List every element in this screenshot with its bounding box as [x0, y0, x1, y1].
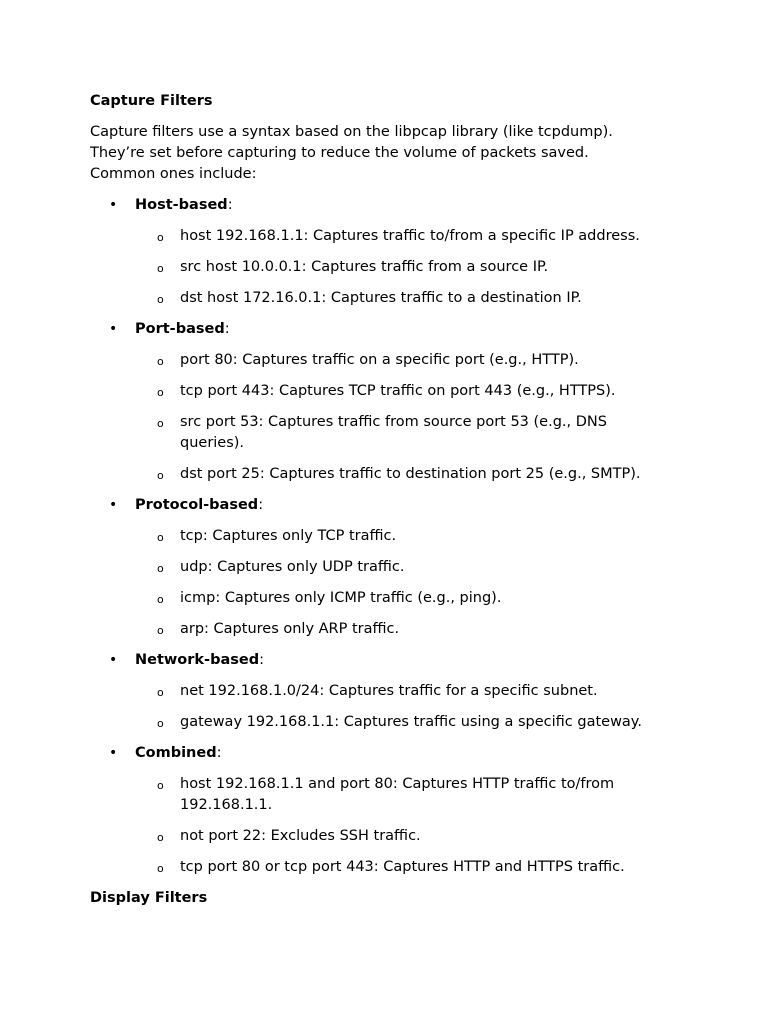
filter-example-item — [90, 464, 690, 485]
category-label: Protocol-based — [135, 497, 259, 513]
category-heading — [135, 743, 690, 764]
sub-bullet-icon: o — [157, 717, 164, 730]
category-label-suffix: : — [227, 197, 233, 213]
bullet-icon: • — [109, 497, 118, 513]
filter-example-item — [90, 557, 690, 578]
document-page — [90, 91, 690, 909]
category-item — [90, 495, 690, 516]
intro-paragraph — [90, 122, 690, 185]
filter-example-text: tcp port 443: Captures TCP traffic on port 443 (e.g., HTTPS). — [180, 383, 616, 399]
sub-bullet-icon: o — [157, 779, 164, 792]
sub-bullet-icon: o — [157, 262, 164, 275]
category-label: Port-based — [135, 321, 225, 337]
filter-example-item — [90, 588, 690, 609]
filter-example-text: host 192.168.1.1: Captures traffic to/from a specific IP address. — [180, 228, 640, 244]
section-heading-display-filters: Display Filters — [90, 890, 208, 906]
category-label-suffix: : — [258, 497, 264, 513]
category-heading — [135, 319, 690, 340]
filter-example-item — [90, 857, 690, 878]
filter-example-item — [90, 712, 690, 733]
sub-bullet-icon: o — [157, 531, 164, 544]
bullet-icon: • — [109, 321, 118, 337]
filter-example-text: 192.168.1.1. — [180, 797, 273, 813]
filter-example-text: arp: Captures only ARP traffic. — [180, 621, 400, 637]
category-item — [90, 650, 690, 671]
bullet-icon: • — [109, 197, 118, 213]
filter-example-item — [90, 526, 690, 547]
filter-example-text: gateway 192.168.1.1: Captures traffic using a specific gateway. — [180, 714, 642, 730]
filter-example-text: not port 22: Excludes SSH traffic. — [180, 828, 421, 844]
filter-example-text: net 192.168.1.0/24: Captures traffic for a specific subnet. — [180, 683, 598, 699]
filter-example-text: host 192.168.1.1 and port 80: Captures HTTP traffic to/from — [180, 776, 615, 792]
category-label: Combined — [135, 745, 217, 761]
sub-bullet-icon: o — [157, 293, 164, 306]
filter-example-item — [90, 619, 690, 640]
category-label: Network-based — [135, 652, 260, 668]
intro-line: Common ones include: — [90, 166, 257, 182]
sub-bullet-icon: o — [157, 386, 164, 399]
sub-bullet-icon: o — [157, 562, 164, 575]
sub-bullet-icon: o — [157, 469, 164, 482]
filter-example-item — [90, 257, 690, 278]
category-heading — [135, 195, 690, 216]
sub-bullet-icon: o — [157, 624, 164, 637]
sub-bullet-icon: o — [157, 355, 164, 368]
filter-example-item — [90, 288, 690, 309]
category-heading — [135, 495, 690, 516]
filter-example-text: tcp port 80 or tcp port 443: Captures HTTP and HTTPS traffic. — [180, 859, 625, 875]
filter-example-text: dst port 25: Captures traffic to destination port 25 (e.g., SMTP). — [180, 466, 641, 482]
sub-bullet-icon: o — [157, 862, 164, 875]
category-item — [90, 743, 690, 764]
bullet-icon: • — [109, 652, 118, 668]
filter-example-text: src port 53: Captures traffic from source port 53 (e.g., DNS — [180, 414, 607, 430]
category-label-suffix: : — [259, 652, 264, 668]
filter-example-item — [90, 774, 690, 816]
section-heading-capture-filters: Capture Filters — [90, 93, 213, 109]
filter-example-text: port 80: Captures traffic on a specific port (e.g., HTTP). — [180, 352, 579, 368]
category-item — [90, 319, 690, 340]
filter-category-list — [90, 195, 690, 878]
category-label-suffix: : — [216, 745, 222, 761]
category-label-suffix: : — [224, 321, 230, 337]
intro-line: They’re set before capturing to reduce the volume of packets saved. — [90, 145, 589, 161]
category-label: Host-based — [135, 197, 228, 213]
sub-bullet-icon: o — [157, 686, 164, 699]
sub-bullet-icon: o — [157, 231, 164, 244]
filter-example-text: tcp: Captures only TCP traffic. — [180, 528, 397, 544]
sub-bullet-icon: o — [157, 417, 164, 430]
filter-example-text: queries). — [180, 435, 245, 451]
filter-example-text: icmp: Captures only ICMP traffic (e.g., ping). — [180, 590, 502, 606]
category-heading — [135, 650, 690, 671]
intro-line: Capture filters use a syntax based on the libpcap library (like tcpdump). — [90, 124, 613, 140]
sub-bullet-icon: o — [157, 831, 164, 844]
filter-example-item — [90, 681, 690, 702]
filter-example-item — [90, 826, 690, 847]
filter-example-text: dst host 172.16.0.1: Captures traffic to a destination IP. — [180, 290, 582, 306]
bullet-icon: • — [109, 745, 118, 761]
filter-example-item — [90, 350, 690, 371]
sub-bullet-icon: o — [157, 593, 164, 606]
filter-example-item — [90, 381, 690, 402]
filter-example-item — [90, 226, 690, 247]
filter-example-item — [90, 412, 690, 454]
category-item — [90, 195, 690, 216]
filter-example-text: udp: Captures only UDP traffic. — [180, 559, 405, 575]
filter-example-text: src host 10.0.0.1: Captures traffic from a source IP. — [180, 259, 549, 275]
